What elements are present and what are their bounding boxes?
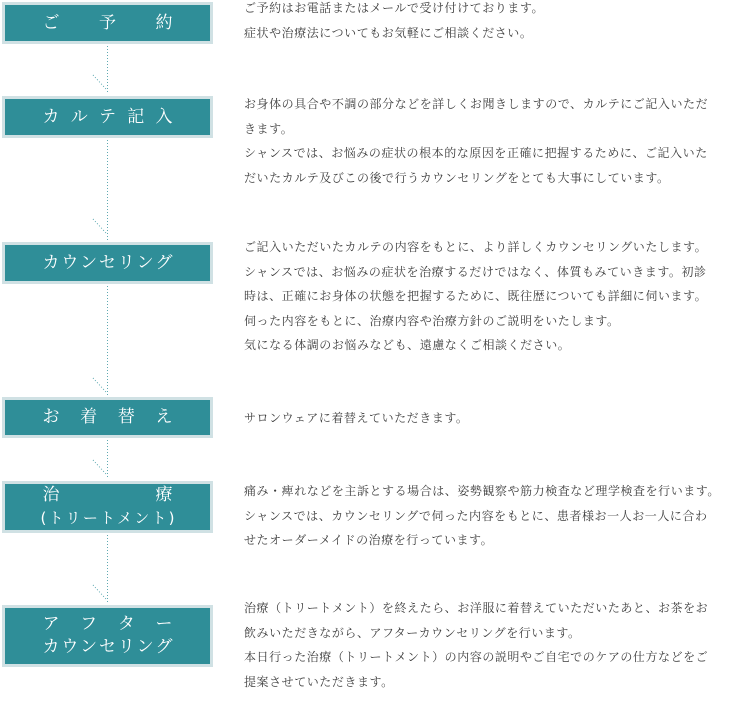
step-label-char: ウ bbox=[61, 637, 79, 657]
step-label-char: ア bbox=[42, 614, 60, 634]
step-label-char: ン bbox=[134, 509, 150, 527]
step-description bbox=[244, 479, 729, 553]
step-description-line: 治療（トリートメント）を終えたら、お洋服に着替えていただいたあと、お茶をお bbox=[244, 601, 709, 615]
step-label-box bbox=[2, 605, 213, 667]
step-label-char: メ bbox=[117, 509, 133, 527]
step-label-char: カ bbox=[42, 252, 60, 273]
step-label bbox=[43, 106, 173, 129]
step-label-char: テ bbox=[99, 106, 116, 127]
step-description bbox=[244, 0, 729, 45]
connector-arrow-tick bbox=[93, 378, 106, 392]
step-description-line: 飲みいただきながら、アフターカウンセリングを行います。 bbox=[244, 625, 581, 640]
step-description-line: 気になる体調のお悩みなども、遠慮なくご相談ください。 bbox=[244, 338, 571, 352]
step-label-char: ー bbox=[155, 614, 173, 634]
step-label-char: ン bbox=[80, 252, 98, 273]
step-description-line: ご予約はお電話またはメールで受け付けております。 bbox=[244, 1, 545, 15]
step-label-sub bbox=[41, 507, 175, 530]
step-label-char: 入 bbox=[155, 106, 173, 127]
step-label-char: ご bbox=[42, 12, 60, 33]
step-description-line: 伺った内容をもとに、治療内容や治療方針のご説明をいたします。 bbox=[244, 313, 620, 328]
step-label-box bbox=[2, 2, 213, 44]
step-label-char: 療 bbox=[155, 485, 173, 505]
step-label-char: ウ bbox=[61, 252, 79, 273]
step-label-box bbox=[2, 481, 213, 533]
flow-connector bbox=[93, 46, 108, 94]
step-label bbox=[43, 484, 173, 507]
flow-connector bbox=[93, 535, 108, 603]
step-label bbox=[43, 12, 173, 35]
step-label-char: え bbox=[155, 407, 173, 427]
step-label-char: ン bbox=[136, 252, 154, 273]
step-label-char: 約 bbox=[155, 12, 173, 33]
step-description-line: サロンウェアに着替えていただきます。 bbox=[244, 411, 469, 425]
step-label-char: ( bbox=[40, 509, 47, 527]
step-description-line: きます。 bbox=[244, 121, 294, 136]
step-label bbox=[43, 252, 173, 275]
step-description-line: 時は、正確にお身体の状態を把握するために、既往歴についても詳細に伺います。 bbox=[244, 289, 708, 303]
flow-connector bbox=[93, 140, 108, 240]
step-description-line: お身体の具合や不調の部分などを詳しくお聞きしますので、カルテにご記入いただ bbox=[244, 97, 709, 111]
connector-arrow-tick bbox=[93, 460, 106, 474]
step-label-char: グ bbox=[155, 252, 173, 273]
step-label-char: ン bbox=[136, 637, 154, 657]
step-label-char: 替 bbox=[117, 407, 135, 427]
step-label-char: セ bbox=[98, 637, 116, 657]
step-label-char: カ bbox=[42, 106, 60, 127]
step-label-char: リ bbox=[65, 509, 81, 527]
step-label-box bbox=[2, 96, 213, 138]
step-description bbox=[244, 92, 729, 190]
step-label-char: ト bbox=[48, 509, 64, 527]
step-label bbox=[43, 406, 173, 429]
step-description-line: 提案させていただきます。 bbox=[244, 674, 394, 689]
flow-connector bbox=[93, 286, 108, 395]
step-description bbox=[244, 406, 729, 431]
connector-arrow-tick bbox=[93, 219, 106, 233]
step-label-char: 記 bbox=[127, 106, 145, 127]
step-description-line: シャンスでは、お悩みの症状を治療するだけではなく、体質もみていきます。初診 bbox=[244, 264, 707, 279]
step-label-char: ) bbox=[168, 509, 175, 527]
step-label-char: ト bbox=[151, 509, 167, 527]
flow-connector bbox=[93, 440, 108, 479]
step-label-box bbox=[2, 242, 213, 284]
step-label-char: タ bbox=[117, 614, 135, 634]
step-label-char: リ bbox=[117, 252, 135, 273]
step-label-char: 着 bbox=[80, 407, 98, 427]
step-description-line: ご記入いただいたカルテの内容をもとに、より詳しくカウンセリングいたします。 bbox=[244, 240, 708, 254]
step-label-char: ー bbox=[82, 509, 98, 527]
step-description-line: だいたカルテ及びこの後で行うカウンセリングをとても大事にしています。 bbox=[244, 170, 670, 185]
step-label-char: カ bbox=[42, 637, 60, 657]
step-label-char: セ bbox=[98, 252, 116, 273]
step-description-line: シャンスでは、カウンセリングで伺った内容をもとに、患者様お一人お一人に合わ bbox=[244, 508, 708, 523]
step-description-line: 症状や治療法についてもお気軽にご相談ください。 bbox=[244, 25, 533, 40]
step-label-char: ト bbox=[99, 509, 115, 527]
step-label-char: ン bbox=[80, 637, 98, 657]
step-description-line: シャンスでは、お悩みの症状の根本的な原因を正確に把握するために、ご記入いた bbox=[244, 146, 708, 160]
step-label-char: グ bbox=[155, 637, 173, 657]
step-label bbox=[43, 613, 173, 636]
connector-arrow-tick bbox=[93, 585, 106, 599]
step-description bbox=[244, 235, 729, 358]
step-description-line: 本日行った治療（トリートメント）の内容の説明やご自宅でのケアの仕方などをご bbox=[244, 650, 709, 664]
step-label-box bbox=[2, 397, 213, 438]
step-label-sub bbox=[43, 636, 173, 659]
step-label-char: リ bbox=[117, 637, 135, 657]
step-description-line: せたオーダーメイドの治療を行っています。 bbox=[244, 533, 494, 547]
step-label-char: ル bbox=[70, 106, 88, 127]
step-label-char: フ bbox=[80, 614, 98, 634]
step-label-char: 予 bbox=[99, 12, 116, 33]
connector-arrow-tick bbox=[93, 75, 106, 89]
step-label-char: お bbox=[42, 407, 60, 427]
step-description-line: 痛み・痺れなどを主訴とする場合は、姿勢観察や筋力検査など理学検査を行います。 bbox=[244, 484, 720, 498]
step-label-char: 治 bbox=[42, 485, 60, 505]
step-description bbox=[244, 596, 729, 694]
